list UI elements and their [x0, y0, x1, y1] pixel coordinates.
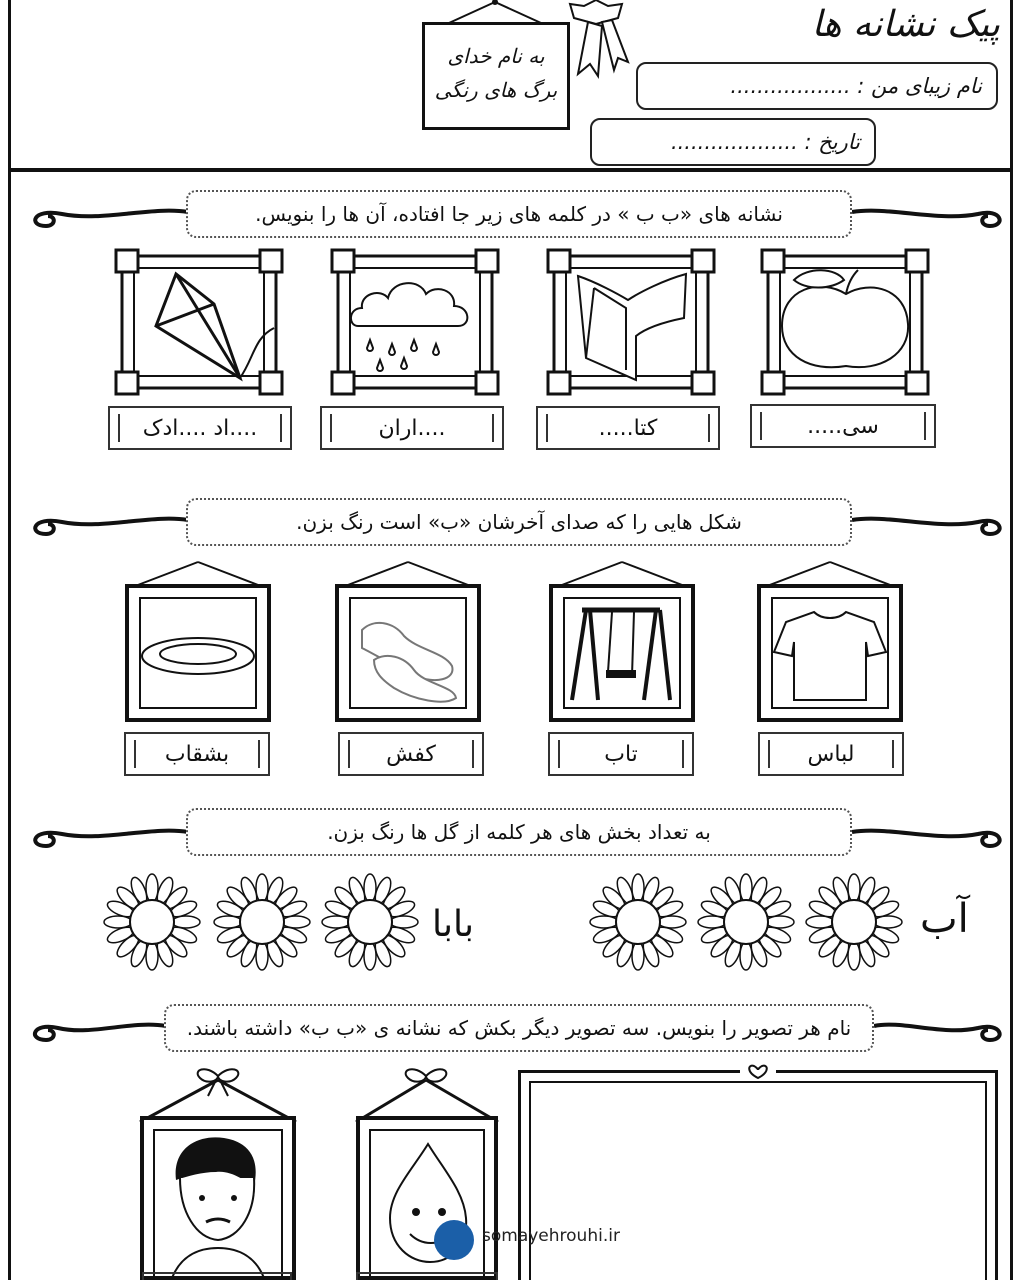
banner-swirl-left-icon	[12, 196, 190, 236]
sign-line-2: برگ های رنگی	[434, 78, 558, 102]
body-border-left	[8, 172, 11, 1280]
shirt-frame	[756, 560, 904, 724]
flower-icon[interactable]	[320, 872, 420, 972]
banner-swirl-right-icon	[850, 504, 1012, 544]
shoes-frame	[334, 560, 482, 724]
name-label: نام زیبای من : ..................	[730, 74, 982, 98]
title-sign	[422, 22, 570, 130]
rain-frame	[330, 248, 500, 396]
section1-instruction: نشانه های «ب ب » در کلمه های زیر جا افتاده، آن ها را بنویس.	[186, 190, 852, 238]
word-plank-kite[interactable]: ....اد ....ادک	[108, 406, 292, 450]
banner-swirl-right-icon	[872, 1010, 1012, 1050]
flower-icon[interactable]	[212, 872, 312, 972]
ribbon-medal-icon	[556, 0, 636, 80]
banner-swirl-right-icon	[850, 816, 1012, 856]
sign-line-1: به نام خدای	[447, 44, 545, 68]
date-label: تاریخ : ...................	[670, 130, 860, 154]
body-border-right	[1010, 172, 1013, 1280]
banner-swirl-left-icon	[12, 1010, 168, 1050]
word-plank-shoes: کفش	[338, 732, 484, 776]
page-title: پیک نشانه ها	[811, 4, 1000, 45]
book-frame	[546, 248, 716, 396]
name-field[interactable]	[636, 62, 998, 110]
word-plank-rain[interactable]: ....اران	[320, 406, 504, 450]
banner-swirl-left-icon	[12, 816, 190, 856]
swing-frame	[548, 560, 696, 724]
heart-icon	[740, 1062, 776, 1082]
word-plank-book[interactable]: کتا.....	[536, 406, 720, 450]
date-field[interactable]	[590, 118, 876, 166]
word-baba: بابا	[432, 904, 474, 945]
flower-icon[interactable]	[102, 872, 202, 972]
watermark-logo	[434, 1220, 474, 1260]
man-frame	[136, 1062, 300, 1280]
flower-icon[interactable]	[588, 872, 688, 972]
plate-icon	[142, 638, 254, 674]
flower-icon[interactable]	[804, 872, 904, 972]
section3-instruction: به تعداد بخش های هر کلمه از گل ها رنگ بزن.	[186, 808, 852, 856]
word-plank-apple[interactable]: سی.....	[750, 404, 936, 448]
section2-instruction: شکل هایی را که صدای آخرشان «ب» است رنگ بزن.	[186, 498, 852, 546]
plate-frame	[124, 560, 272, 724]
top-border-right	[1010, 0, 1013, 172]
word-plank-swing: تاب	[548, 732, 694, 776]
banner-swirl-left-icon	[12, 504, 190, 544]
top-border-left	[8, 0, 11, 172]
word-plank-plate: بشقاب	[124, 732, 270, 776]
kite-frame	[114, 248, 284, 396]
word-plank-shirt: لباس	[758, 732, 904, 776]
word-ab: آب	[920, 896, 969, 942]
answer-plank-drop[interactable]	[356, 1272, 498, 1280]
section4-instruction: نام هر تصویر را بنویس. سه تصویر دیگر بکش که نشانه ی «ب ب» داشته باشند.	[164, 1004, 874, 1052]
watermark-text: somayehrouhi.ir	[482, 1226, 620, 1246]
banner-swirl-right-icon	[850, 196, 1012, 236]
header-divider	[8, 168, 1013, 172]
apple-frame	[760, 248, 930, 396]
flower-icon[interactable]	[696, 872, 796, 972]
answer-plank-man[interactable]	[142, 1272, 292, 1280]
drop-frame	[352, 1062, 502, 1280]
drawing-area[interactable]	[518, 1070, 998, 1280]
